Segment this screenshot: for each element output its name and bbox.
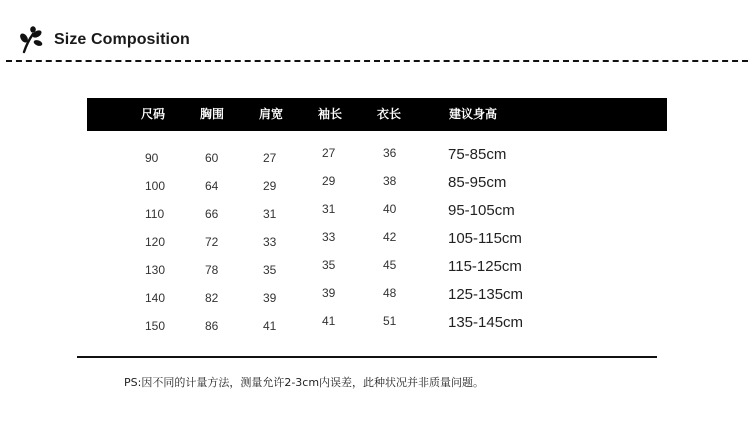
measurement-note: PS:因不同的计量方法，测量允许2-3cm内误差，此种状况并非质量问题。: [124, 376, 485, 389]
table-cell-shoulder: 41: [263, 319, 277, 333]
table-cell-chest: 64: [205, 179, 219, 193]
column-header-chest: 胸围: [200, 107, 225, 121]
table-cell-height: 135-145cm: [448, 314, 524, 331]
table-cell-shoulder: 31: [263, 207, 277, 221]
table-cell-chest: 78: [205, 263, 219, 277]
table-cell-size: 90: [145, 151, 159, 165]
table-cell-size: 140: [145, 291, 166, 305]
dashed-divider: [6, 60, 748, 62]
table-cell-size: 100: [145, 179, 166, 193]
table-cell-length: 36: [383, 146, 397, 160]
table-cell-chest: 82: [205, 291, 219, 305]
section-header: [18, 26, 190, 54]
table-cell-sleeve: 27: [322, 146, 336, 160]
size-table-header: [87, 98, 667, 131]
table-cell-shoulder: 35: [263, 263, 277, 277]
table-bottom-rule: [77, 356, 657, 358]
table-cell-height: 105-115cm: [448, 230, 522, 247]
table-cell-shoulder: 29: [263, 179, 277, 193]
table-cell-sleeve: 35: [322, 258, 336, 272]
leaf-sprig-icon: [18, 26, 44, 54]
table-cell-size: 120: [145, 235, 166, 249]
table-cell-size: 130: [145, 263, 166, 277]
table-cell-length: 48: [383, 286, 397, 300]
table-cell-length: 40: [383, 202, 397, 216]
table-cell-sleeve: 39: [322, 286, 336, 300]
table-cell-length: 42: [383, 230, 397, 244]
table-cell-shoulder: 39: [263, 291, 277, 305]
table-cell-chest: 60: [205, 151, 219, 165]
table-cell-chest: 66: [205, 207, 219, 221]
table-cell-height: 75-85cm: [448, 146, 507, 163]
table-cell-sleeve: 31: [322, 202, 336, 216]
table-cell-height: 115-125cm: [448, 258, 522, 275]
table-cell-length: 38: [383, 174, 397, 188]
table-cell-chest: 72: [205, 235, 219, 249]
column-header-shoulder: 肩宽: [259, 107, 284, 121]
column-header-height: 建议身高: [449, 107, 498, 121]
table-cell-shoulder: 27: [263, 151, 277, 165]
table-cell-chest: 86: [205, 319, 219, 333]
column-header-size: 尺码: [141, 107, 166, 121]
page-title: Size Composition: [54, 31, 190, 48]
table-cell-height: 95-105cm: [448, 202, 515, 219]
table-cell-shoulder: 33: [263, 235, 277, 249]
table-cell-sleeve: 29: [322, 174, 336, 188]
column-header-length: 衣长: [377, 107, 402, 121]
table-cell-sleeve: 41: [322, 314, 336, 328]
table-cell-sleeve: 33: [322, 230, 336, 244]
table-cell-length: 51: [383, 314, 397, 328]
table-cell-length: 45: [383, 258, 397, 272]
table-cell-height: 85-95cm: [448, 174, 507, 191]
table-cell-size: 110: [145, 207, 165, 221]
table-cell-height: 125-135cm: [448, 286, 524, 303]
table-cell-size: 150: [145, 319, 166, 333]
column-header-sleeve: 袖长: [318, 107, 343, 121]
